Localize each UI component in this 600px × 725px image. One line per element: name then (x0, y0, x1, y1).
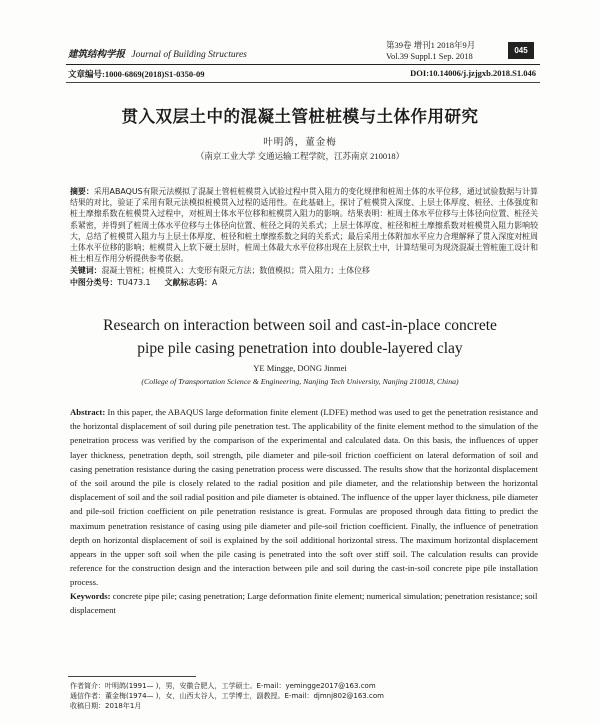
keywords-en-text: concrete pipe pile; casing penetration; Large deformation finite element; numerical simulation; penetration resistance; soil displacement (70, 591, 538, 616)
doi[interactable]: DOI:10.14006/j.jzjgxb.2018.S1.046 (410, 68, 536, 78)
abstract-cn (70, 186, 538, 264)
header-rule (66, 64, 540, 65)
paper-title-cn: 贯入双层土中的混凝土管桩桩模与土体作用研究 (121, 107, 479, 126)
keywords-cn-label: 关键词： (70, 266, 102, 275)
classification-line (70, 277, 538, 288)
classification-code: TU473.1 (117, 278, 151, 287)
doc-code-label: 文献标志码： (164, 278, 212, 287)
header-subrule (66, 82, 540, 83)
paper-title-en-line1: Research on interaction between soil and cast-in-place concrete (103, 317, 497, 334)
doc-code: A (211, 278, 218, 287)
footnote-corresponding-author: 通信作者：董金梅(1974— )，女，山西太谷人，工学博士，副教授。E-mail：djmnj802@163.com (70, 692, 384, 700)
running-header-left (68, 46, 247, 60)
page-number-badge: 045 (508, 42, 534, 59)
abstract-en-text: In this paper, the ABAQUS large deformation finite element (LDFE) method was used to get the penetration resistance and the horizontal displacement of soil during pile penetration test. The applicability of the finite element method to the simulation of the penetration process was verified by the comparison of the experimental and calculated data. On this basis, the influences of upper layer thickness, penetration depth, soil strength, pile diameter and pile-soil friction coefficient on lateral deformation of soil and casing penetration resistance during the casing penetration process were discussed. The results show that the horizontal displacement of the soil around the pile is closely related to the radial position and pile diameter, and the relationship between the horizontal displacement of soil and the soil radial position and pile diameter is obtained. The influence of the upper layer thickness, pile diameter and pile-soil friction coefficient on pile penetration resistance is great. Formulas are proposed through data fitting to predict the maximum penetration resistance of casing using pile diameter and pile-soil friction coefficient. Finally, the influence of penetration depth on horizontal displacement of soil is explained by the soil additional horizontal stress. The maximum horizontal displacement appears in the upper soft soil when the pile casing is penetrated into the soft over stiff soil. The calculation results can provide reference for the construction design and the interaction between pile and soil during the cast-in-soil concrete pipe pile installation process. (70, 407, 539, 588)
affiliation-cn: （南京工业大学 交通运输工程学院，江苏南京 210018） (195, 151, 405, 161)
paper-title-en-line2: pipe pile casing penetration into double-layered clay (137, 340, 463, 357)
keywords-cn-text: 混凝土管桩；桩模贯入；大变形有限元方法；数值模拟；贯入阻力；土体位移 (101, 266, 370, 275)
journal-name-en: Journal of Building Structures (131, 50, 247, 60)
classification-label: 中图分类号： (70, 278, 118, 287)
authors-en: YE Mingge, DONG Jinmei (253, 363, 347, 373)
affiliation-en: (College of Transportation Science & Engineering, Nanjing Tech University, Nanjing 210018, China) (141, 377, 459, 386)
paper-title-en (0, 314, 600, 360)
abstract-en-label: Abstract: (70, 407, 106, 417)
running-header-right (386, 40, 475, 62)
footnote-rule (68, 676, 196, 677)
journal-name-cn: 建筑结构学报 (68, 50, 126, 60)
article-number: 文章编号:1000-6869(2018)S1-0350-09 (68, 69, 205, 79)
abstract-en (70, 405, 538, 590)
keywords-en-label: Keywords: (70, 591, 111, 601)
footnotes (70, 681, 538, 711)
keywords-en (70, 589, 538, 617)
footnote-author-info: 作者简介：叶明鸽(1991— )，男，安徽合肥人，工学硕士。E-mail：yemingge2017@163.com (70, 682, 376, 690)
footnote-received-date: 收稿日期：2018年1月 (70, 702, 142, 710)
abstract-cn-text: 采用ABAQUS有限元法模拟了混凝土管桩桩模贯入试验过程中贯入阻力的变化规律和桩周土体的水平位移，通过试验数据与计算结果的对比，验证了采用有限元法模拟桩模贯入过程的适用性。在此基础上，探讨了桩模贯入深度、上层土体厚度、桩径、土体强度和桩土摩擦系数在桩模贯入过程中，对桩周土体水平位移和桩模贯入阻力的影响。结果表明：桩周土体水平位移与土体径向位置、桩径关系紧密，并得到了桩周土体水平位移与土体径向位置、桩径之间的关系式；上层土体厚度、桩径和桩土摩擦系数对桩模贯入阻力影响较大，总结了桩模贯入阻力与上层土体厚度、桩径和桩土摩擦系数之间的关系式；最后采用土体附加水平应力合理解释了贯入深度对桩周土体水平位移的影响；桩模贯入上软下硬土层时，桩周土体最大水平位移出现在上层软土中，计算结果可为现浇混凝土管桩施工设计和桩土相互作用分析提供参考依据。 (70, 187, 538, 264)
authors-cn: 叶明鸽，董金梅 (263, 138, 337, 148)
abstract-cn-label: 摘要： (70, 187, 94, 196)
article-codes (68, 68, 538, 80)
volume-line-en: Vol.39 Suppl.1 Sep. 2018 (386, 51, 473, 61)
keywords-cn (70, 265, 538, 276)
volume-line-cn: 第39卷 增刊1 2018年9月 (386, 40, 476, 50)
